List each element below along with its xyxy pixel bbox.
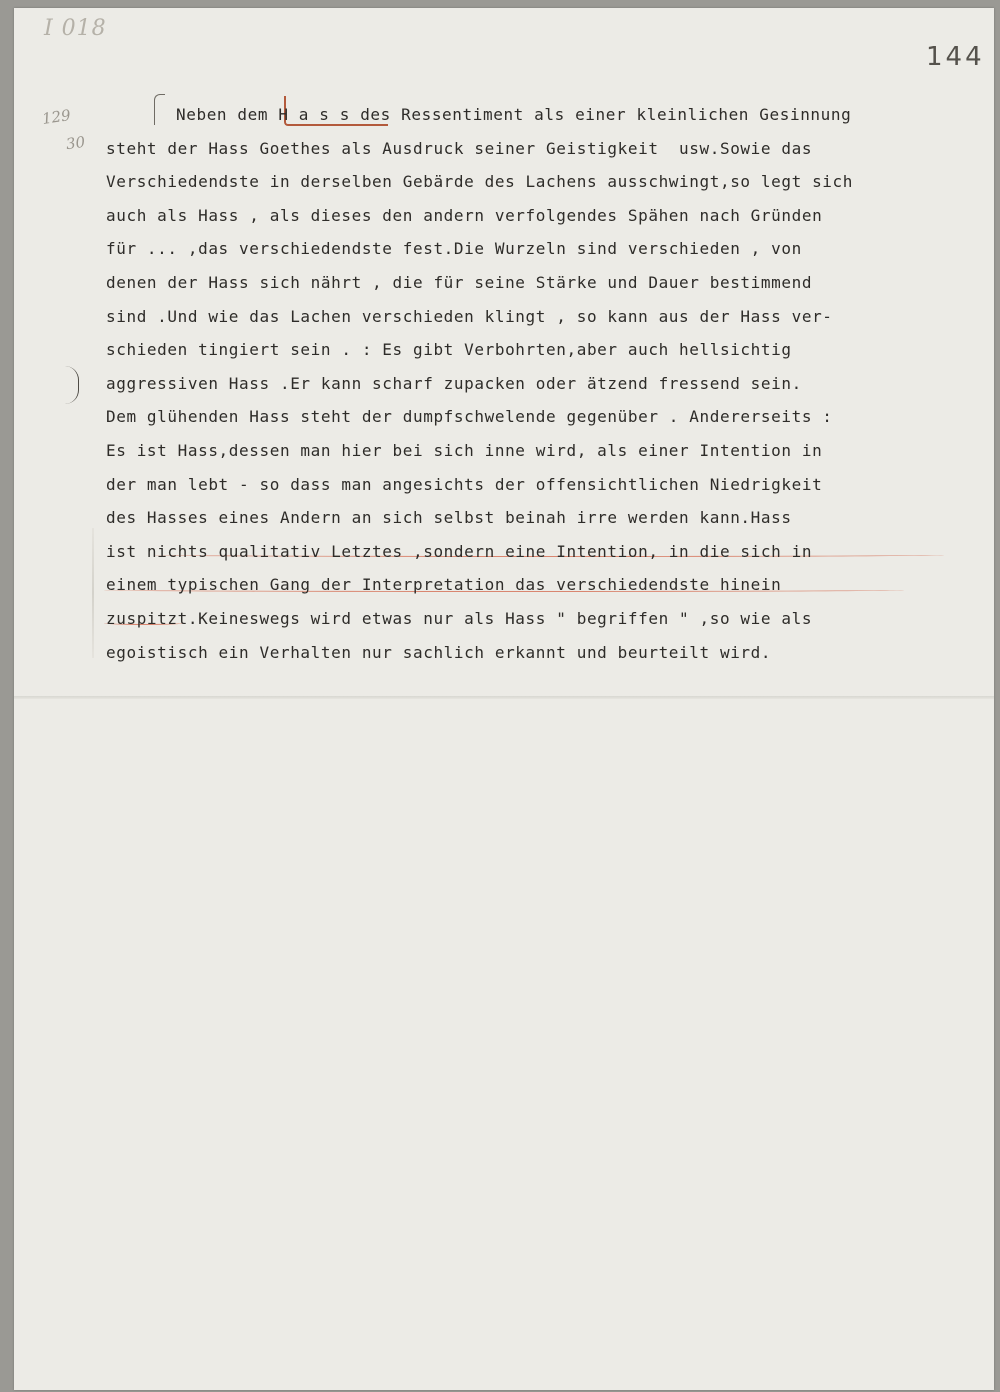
text-line: für ... ,das verschiedendste fest.Die Wurzeln sind verschieden , von [106, 239, 802, 259]
margin-pencil-line [92, 528, 94, 658]
paper-fold [14, 696, 994, 699]
text-line: aggressiven Hass .Er kann scharf zupacken oder ätzend fressend sein. [106, 373, 802, 393]
typed-text-block [106, 98, 986, 669]
text-line: denen der Hass sich nährt , die für seine Stärke und Dauer bestimmend [106, 272, 813, 292]
archive-mark: I 018 [44, 16, 107, 41]
text-line: sind .Und wie das Lachen verschieden klingt , so kann aus der Hass ver- [106, 306, 833, 326]
page-number: 144 [926, 42, 985, 72]
text-line: Dem glühenden Hass steht der dumpfschwelende gegenüber . Andererseits : [106, 407, 833, 427]
margin-reference: 30 [64, 132, 87, 154]
text-line: ist nichts qualitativ Letztes ,sondern eine Intention, in die sich in [106, 541, 813, 561]
text-line: Neben dem H a s s des Ressentiment als einer kleinlichen Gesinnung [176, 105, 852, 124]
text-line: Es ist Hass,dessen man hier bei sich inne wird, als einer Intention in [106, 440, 823, 460]
text-line: steht der Hass Goethes als Ausdruck seiner Geistigkeit usw.Sowie das [106, 138, 813, 158]
text-line: auch als Hass , als dieses den andern verfolgendes Spähen nach Gründen [106, 205, 823, 225]
margin-reference: 129 [40, 106, 72, 128]
text-line: egoistisch ein Verhalten nur sachlich erkannt und beurteilt wird. [106, 642, 772, 662]
text-line: zuspitzt.Keineswegs wird etwas nur als Hass " begriffen " ,so wie als [106, 608, 813, 628]
text-line: Verschiedendste in derselben Gebärde des Lachens ausschwingt,so legt sich [106, 172, 853, 192]
text-line: einem typischen Gang der Interpretation das verschiedendste hinein [106, 575, 782, 595]
text-line: der man lebt - so dass man angesichts der offensichtlichen Niedrigkeit [106, 474, 823, 494]
text-line: des Hasses eines Andern an sich selbst beinah irre werden kann.Hass [106, 508, 792, 528]
handwritten-parenthesis [64, 366, 79, 404]
document-page [14, 8, 994, 1390]
text-line: schieden tingiert sein . : Es gibt Verbohrten,aber auch hellsichtig [106, 340, 792, 360]
